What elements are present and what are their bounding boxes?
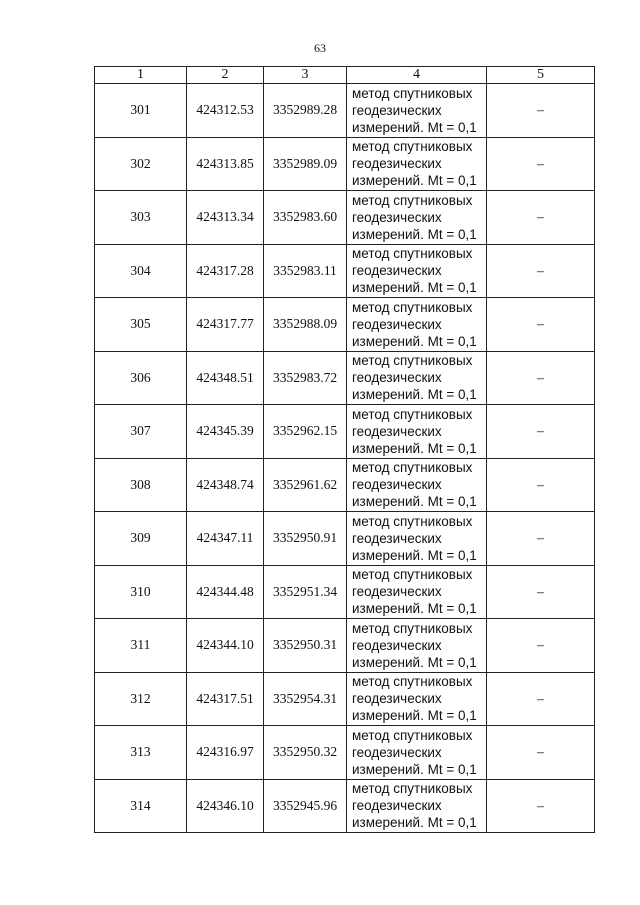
column5-cell: –	[487, 84, 595, 138]
table-row	[95, 137, 595, 191]
method-text-line-1: метод спутниковых	[352, 460, 473, 476]
column5-cell: –	[487, 779, 595, 833]
table-row	[95, 779, 595, 833]
column-header-4: 4	[347, 67, 487, 84]
method-cell	[347, 191, 487, 245]
method-text-line-1: метод спутниковых	[352, 513, 473, 529]
y-coordinate-cell: 3352989.09	[264, 137, 347, 191]
method-text-line-2: геодезических	[352, 209, 442, 225]
x-coordinate-cell: 424317.77	[187, 298, 264, 352]
column5-cell: –	[487, 512, 595, 566]
method-text-line-3: измерений. Mt = 0,1	[352, 280, 477, 296]
y-coordinate-cell: 3352950.32	[264, 726, 347, 780]
method-text-line-2: геодезических	[352, 691, 442, 707]
method-text-line-1: метод спутниковых	[352, 674, 473, 690]
point-number-cell: 312	[95, 672, 187, 726]
method-text-line-3: измерений. Mt = 0,1	[352, 119, 477, 135]
method-cell	[347, 137, 487, 191]
method-text-line-1: метод спутниковых	[352, 139, 473, 155]
column5-cell: –	[487, 298, 595, 352]
column5-cell: –	[487, 351, 595, 405]
method-text-line-3: измерений. Mt = 0,1	[352, 708, 477, 724]
x-coordinate-cell: 424345.39	[187, 405, 264, 459]
column-header-2: 2	[187, 67, 264, 84]
method-text-line-1: метод спутниковых	[352, 781, 473, 797]
y-coordinate-cell: 3352951.34	[264, 565, 347, 619]
point-number-cell: 313	[95, 726, 187, 780]
point-number-cell: 304	[95, 244, 187, 298]
x-coordinate-cell: 424344.48	[187, 565, 264, 619]
x-coordinate-cell: 424316.97	[187, 726, 264, 780]
method-text-line-2: геодезических	[352, 530, 442, 546]
point-number-cell: 314	[95, 779, 187, 833]
method-text-line-1: метод спутниковых	[352, 727, 473, 743]
method-text-line-2: геодезических	[352, 477, 442, 493]
method-text-line-1: метод спутниковых	[352, 246, 473, 262]
y-coordinate-cell: 3352961.62	[264, 458, 347, 512]
method-cell	[347, 298, 487, 352]
method-text-line-2: геодезических	[352, 423, 442, 439]
y-coordinate-cell: 3352983.11	[264, 244, 347, 298]
x-coordinate-cell: 424312.53	[187, 84, 264, 138]
column5-cell: –	[487, 565, 595, 619]
column5-cell: –	[487, 244, 595, 298]
method-text-line-3: измерений. Mt = 0,1	[352, 440, 477, 456]
y-coordinate-cell: 3352945.96	[264, 779, 347, 833]
coordinates-table	[94, 66, 595, 833]
point-number-cell: 307	[95, 405, 187, 459]
page-number: 63	[314, 41, 326, 55]
method-cell	[347, 726, 487, 780]
x-coordinate-cell: 424348.51	[187, 351, 264, 405]
x-coordinate-cell: 424347.11	[187, 512, 264, 566]
method-cell	[347, 619, 487, 673]
method-text-line-2: геодезических	[352, 156, 442, 172]
table-row	[95, 619, 595, 673]
column5-cell: –	[487, 726, 595, 780]
column5-cell: –	[487, 191, 595, 245]
method-text-line-3: измерений. Mt = 0,1	[352, 761, 477, 777]
method-cell	[347, 458, 487, 512]
column5-cell: –	[487, 405, 595, 459]
method-text-line-2: геодезических	[352, 102, 442, 118]
point-number-cell: 310	[95, 565, 187, 619]
method-text-line-2: геодезических	[352, 637, 442, 653]
method-cell	[347, 244, 487, 298]
method-text-line-1: метод спутниковых	[352, 85, 473, 101]
table-row	[95, 672, 595, 726]
method-text-line-3: измерений. Mt = 0,1	[352, 226, 477, 242]
method-cell	[347, 351, 487, 405]
table-row	[95, 244, 595, 298]
method-text-line-1: метод спутниковых	[352, 620, 473, 636]
point-number-cell: 308	[95, 458, 187, 512]
method-text-line-2: геодезических	[352, 316, 442, 332]
method-text-line-3: измерений. Mt = 0,1	[352, 333, 477, 349]
method-text-line-1: метод спутниковых	[352, 299, 473, 315]
point-number-cell: 311	[95, 619, 187, 673]
method-text-line-3: измерений. Mt = 0,1	[352, 815, 477, 831]
table-row	[95, 84, 595, 138]
y-coordinate-cell: 3352950.31	[264, 619, 347, 673]
point-number-cell: 306	[95, 351, 187, 405]
method-text-line-1: метод спутниковых	[352, 192, 473, 208]
x-coordinate-cell: 424313.85	[187, 137, 264, 191]
y-coordinate-cell: 3352954.31	[264, 672, 347, 726]
column5-cell: –	[487, 619, 595, 673]
method-text-line-3: измерений. Mt = 0,1	[352, 387, 477, 403]
point-number-cell: 309	[95, 512, 187, 566]
method-text-line-1: метод спутниковых	[352, 353, 473, 369]
point-number-cell: 305	[95, 298, 187, 352]
x-coordinate-cell: 424317.51	[187, 672, 264, 726]
table-row	[95, 191, 595, 245]
method-cell	[347, 565, 487, 619]
method-cell	[347, 779, 487, 833]
column-header-1: 1	[95, 67, 187, 84]
column-header-5: 5	[487, 67, 595, 84]
table-row	[95, 726, 595, 780]
point-number-cell: 302	[95, 137, 187, 191]
method-text-line-3: измерений. Mt = 0,1	[352, 173, 477, 189]
x-coordinate-cell: 424313.34	[187, 191, 264, 245]
x-coordinate-cell: 424344.10	[187, 619, 264, 673]
table-row	[95, 565, 595, 619]
column-header-3: 3	[264, 67, 347, 84]
method-cell	[347, 512, 487, 566]
point-number-cell: 303	[95, 191, 187, 245]
x-coordinate-cell: 424346.10	[187, 779, 264, 833]
table-row	[95, 458, 595, 512]
method-text-line-3: измерений. Mt = 0,1	[352, 601, 477, 617]
y-coordinate-cell: 3352983.72	[264, 351, 347, 405]
method-cell	[347, 672, 487, 726]
method-text-line-3: измерений. Mt = 0,1	[352, 654, 477, 670]
x-coordinate-cell: 424317.28	[187, 244, 264, 298]
method-cell	[347, 405, 487, 459]
y-coordinate-cell: 3352983.60	[264, 191, 347, 245]
method-text-line-1: метод спутниковых	[352, 406, 473, 422]
y-coordinate-cell: 3352950.91	[264, 512, 347, 566]
method-text-line-2: геодезических	[352, 744, 442, 760]
table-header-row	[95, 67, 595, 84]
y-coordinate-cell: 3352962.15	[264, 405, 347, 459]
method-text-line-2: геодезических	[352, 263, 442, 279]
y-coordinate-cell: 3352988.09	[264, 298, 347, 352]
method-text-line-2: геодезических	[352, 798, 442, 814]
column5-cell: –	[487, 458, 595, 512]
method-cell	[347, 84, 487, 138]
y-coordinate-cell: 3352989.28	[264, 84, 347, 138]
point-number-cell: 301	[95, 84, 187, 138]
x-coordinate-cell: 424348.74	[187, 458, 264, 512]
column5-cell: –	[487, 672, 595, 726]
table-row	[95, 351, 595, 405]
table-row	[95, 298, 595, 352]
method-text-line-3: измерений. Mt = 0,1	[352, 494, 477, 510]
column5-cell: –	[487, 137, 595, 191]
method-text-line-1: метод спутниковых	[352, 567, 473, 583]
method-text-line-2: геодезических	[352, 370, 442, 386]
table-row	[95, 512, 595, 566]
method-text-line-3: измерений. Mt = 0,1	[352, 547, 477, 563]
method-text-line-2: геодезических	[352, 584, 442, 600]
table-row	[95, 405, 595, 459]
